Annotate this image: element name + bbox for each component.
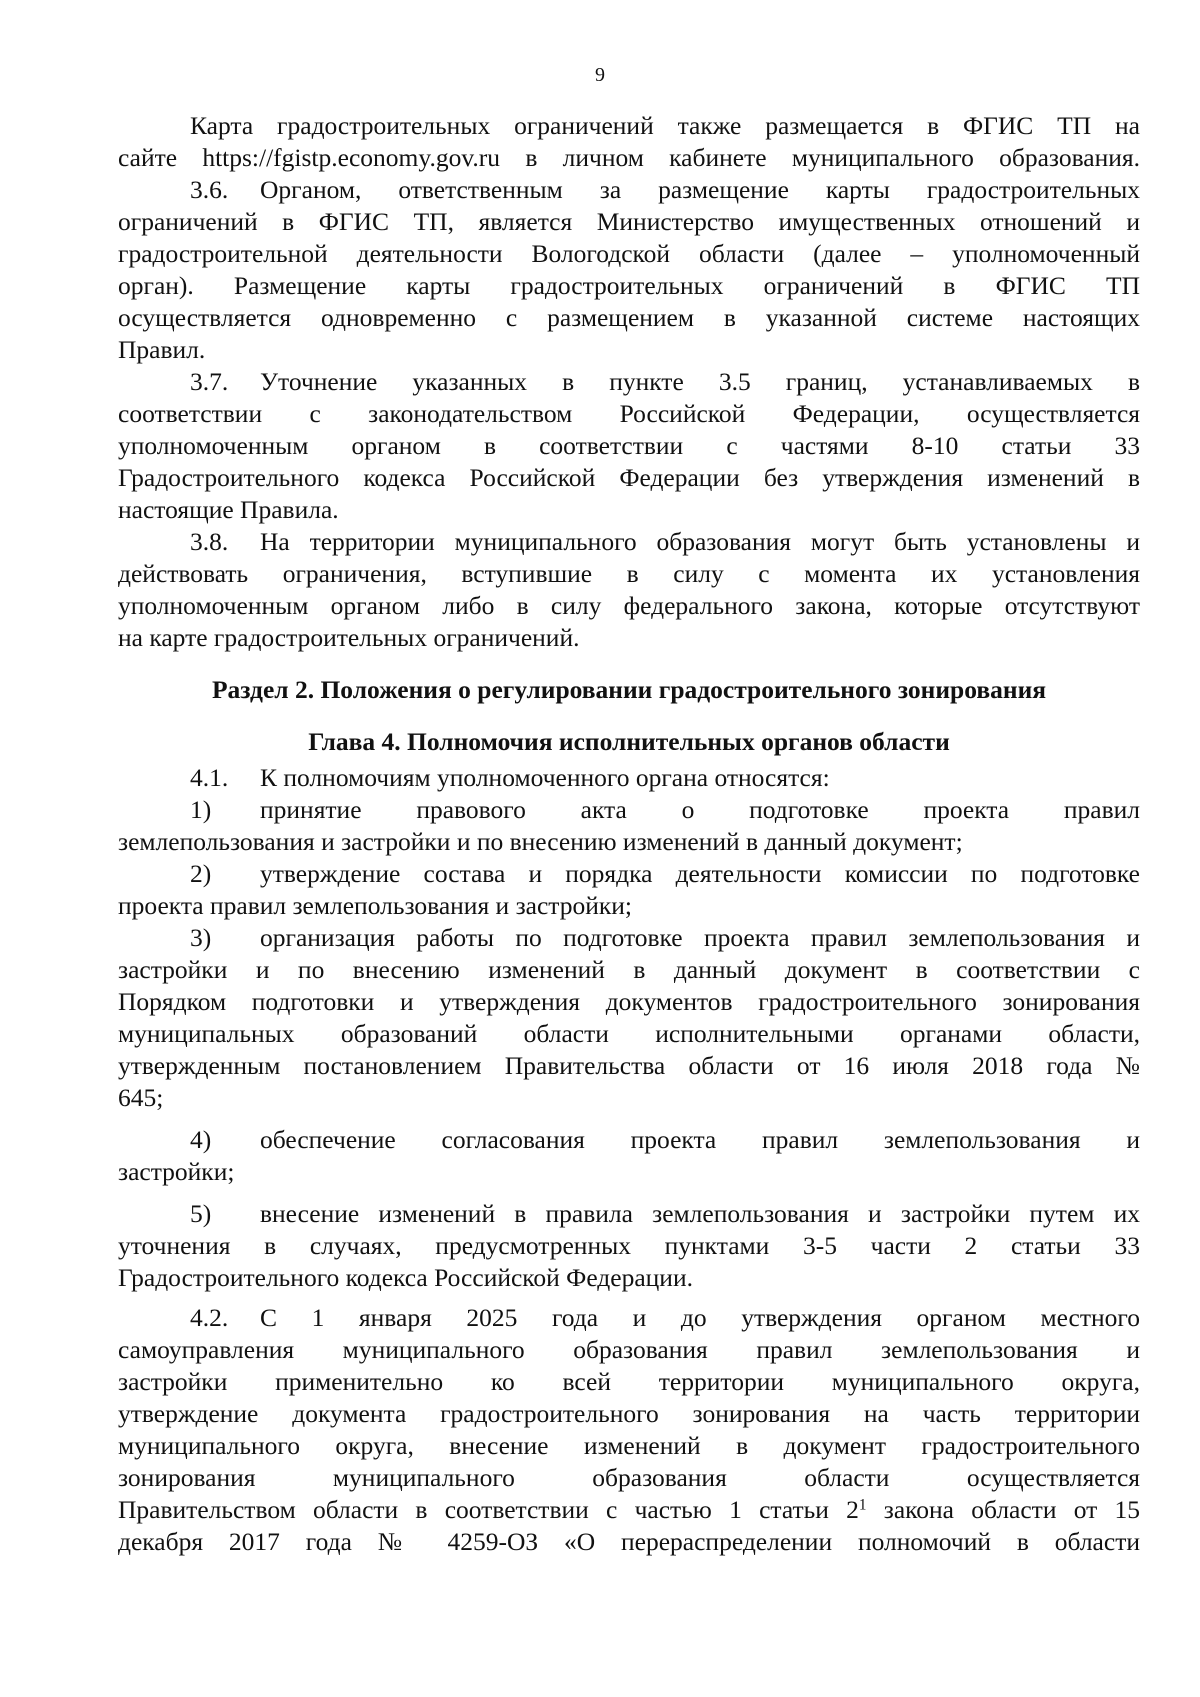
paragraph-line: 645; [118,1083,164,1112]
paragraph-line: настоящие Правила. [118,495,339,524]
clause-number: 4.2. [190,1303,229,1332]
section-heading: Раздел 2. Положения о регулировании градостроительного зонирования [211,675,1047,704]
paragraph-line: Градостроительного кодекса Российской Федерации. [118,1263,693,1292]
paragraph-line: сайте https://fgistp.economy.gov.ru в личном кабинете муниципального образования. [118,143,1140,172]
list-item-3-line [190,922,1140,954]
list-item-4-line [190,1124,1140,1156]
paragraph-line: градостроительной деятельности Вологодской области (далее – уполномоченный [118,239,1140,268]
list-item-2-line [190,858,1140,890]
clause-number: 4.1. [190,763,229,792]
paragraph-line: декабря 2017 года № 4259-ОЗ «О перераспределении полномочий в области [118,1527,1140,1556]
paragraph-line: самоуправления муниципального образования правил землепользования и [118,1335,1140,1364]
paragraph-line: муниципальных образований области исполнительными органами области, [118,1019,1140,1048]
clause-number: 3.8. [190,527,229,556]
paragraph-line: проекта правил землепользования и застройки; [118,891,633,920]
paragraph-line: Градостроительного кодекса Российской Федерации без утверждения изменений в [118,463,1140,492]
paragraph-line: Правил. [118,335,206,364]
paragraph-line: Порядком подготовки и утверждения документов градостроительного зонирования [118,987,1140,1016]
clause-number: 3.7. [190,367,229,396]
list-text: обеспечение согласования проекта правил землепользования и [260,1125,1140,1154]
page-number: 9 [595,64,605,86]
paragraph-3-8-line [190,526,1140,558]
paragraph-line: утверждение документа градостроительного зонирования на часть территории [118,1399,1140,1428]
paragraph-line: застройки и по внесению изменений в данный документ в соответствии с [118,955,1140,984]
paragraph-line: орган). Размещение карты градостроительных ограничений в ФГИС ТП [118,271,1140,300]
paragraph-text: Органом, ответственным за размещение карты градостроительных [260,175,1140,204]
paragraph-line: уполномоченным органом либо в силу федерального закона, которые отсутствуют [118,591,1140,620]
list-number: 1) [190,795,212,824]
paragraph-text: Правительством области в соответствии с частью 1 статьи 2 [118,1495,859,1524]
paragraph-line: зонирования муниципального образования области осуществляется [118,1463,1140,1492]
paragraph-line: землепользования и застройки и по внесению изменений в данный документ; [118,827,963,856]
paragraph-line: уточнения в случаях, предусмотренных пунктами 3-5 части 2 статьи 33 [118,1231,1140,1260]
list-item-1-line [190,794,1140,826]
paragraph-4-1-line [190,762,1140,794]
list-number: 3) [190,923,212,952]
paragraph-line: ограничений в ФГИС ТП, является Министерство имущественных отношений и [118,207,1140,236]
list-number: 2) [190,859,212,888]
list-number: 5) [190,1199,212,1228]
paragraph-line: Карта градостроительных ограничений также размещается в ФГИС ТП на [190,111,1140,140]
paragraph-4-2-line [190,1302,1140,1334]
list-item-5-line [190,1198,1140,1230]
paragraph-line: на карте градостроительных ограничений. [118,623,580,652]
clause-number: 3.6. [190,175,229,204]
list-text: утверждение состава и порядка деятельности комиссии по подготовке [260,859,1140,888]
paragraph-line: утвержденным постановлением Правительства области от 16 июля 2018 года № [118,1051,1140,1080]
paragraph-line: соответствии с законодательством Российской Федерации, осуществляется [118,399,1140,428]
paragraph-3-7-line [190,366,1140,398]
paragraph-line: муниципального округа, внесение изменений в документ градостроительного [118,1431,1140,1460]
chapter-heading: Глава 4. Полномочия исполнительных органов области [308,727,950,756]
paragraph-line: осуществляется одновременно с размещением в указанной системе настоящих [118,303,1140,332]
list-text: принятие правового акта о подготовке проекта правил [260,795,1140,824]
paragraph-line: застройки; [118,1157,235,1186]
paragraph-3-6-line [190,174,1140,206]
paragraph-text: Уточнение указанных в пункте 3.5 границ, устанавливаемых в [260,367,1140,396]
paragraph-line: застройки применительно ко всей территории муниципального округа, [118,1367,1140,1396]
paragraph-line [118,1494,1140,1526]
paragraph-line: уполномоченным органом в соответствии с частями 8-10 статьи 33 [118,431,1140,460]
list-number: 4) [190,1125,212,1154]
list-text: внесение изменений в правила землепользования и застройки путем их [260,1199,1140,1228]
paragraph-text: закона области от 15 [866,1495,1140,1524]
paragraph-text: С 1 января 2025 года и до утверждения органом местного [260,1303,1140,1332]
paragraph-text: На территории муниципального образования могут быть установлены и [260,527,1140,556]
paragraph-text: К полномочиям уполномоченного органа относятся: [260,763,830,792]
list-text: организация работы по подготовке проекта правил землепользования и [260,923,1140,952]
paragraph-line: действовать ограничения, вступившие в силу с момента их установления [118,559,1140,588]
superscript: 1 [858,1496,867,1514]
